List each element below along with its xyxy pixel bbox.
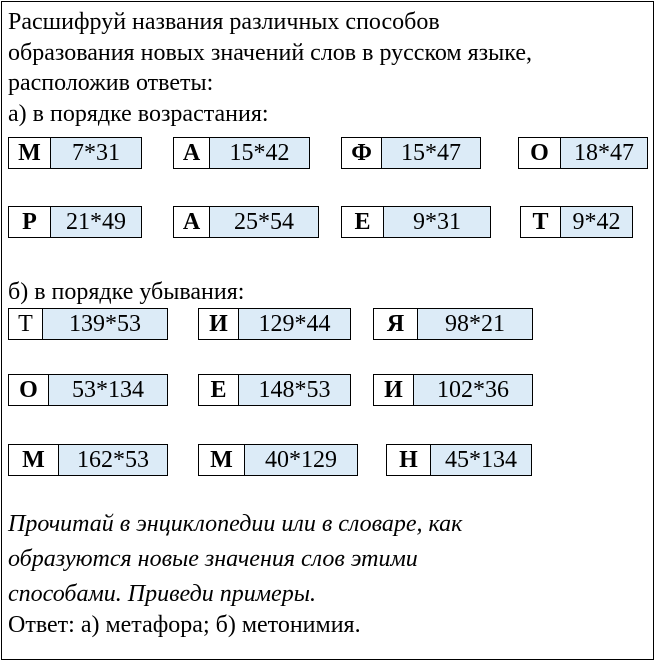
cipher-expression: 18*47: [561, 138, 647, 168]
cipher-expression: 25*54: [210, 207, 318, 237]
cipher-card: [8, 374, 168, 406]
cipher-letter: М: [9, 445, 59, 475]
cipher-letter: И: [199, 309, 239, 339]
cipher-expression: 98*21: [418, 309, 532, 339]
note-line-2: образуются новые значения слов этими: [8, 546, 418, 572]
cipher-card: [386, 444, 532, 476]
cipher-letter: Е: [342, 207, 384, 237]
intro-line-1: Расшифруй названия различных способов: [8, 9, 440, 35]
intro-line-2: образования новых значений слов в русском языке,: [8, 40, 532, 66]
cipher-card: [373, 374, 533, 406]
cipher-card: [173, 137, 310, 169]
cipher-expression: 15*42: [210, 138, 309, 168]
cipher-card: [198, 444, 358, 476]
cipher-expression: 40*129: [245, 445, 357, 475]
worksheet-page: [1, 1, 654, 660]
cipher-card: [198, 308, 351, 340]
cipher-card: [173, 206, 319, 238]
cipher-letter: М: [9, 138, 51, 168]
note-line-1: Прочитай в энциклопедии или в словаре, как: [8, 511, 463, 537]
cipher-letter: О: [519, 138, 561, 168]
cipher-letter: А: [174, 207, 210, 237]
cipher-expression: 102*36: [414, 375, 532, 405]
cipher-letter: А: [174, 138, 210, 168]
cipher-card: [341, 137, 481, 169]
answer-line: Ответ: а) метафора; б) метонимия.: [8, 612, 361, 638]
cipher-card: [8, 206, 142, 238]
cipher-letter: Т: [9, 309, 43, 339]
cipher-letter: О: [9, 375, 49, 405]
cipher-card: [520, 206, 633, 238]
cipher-expression: 9*31: [384, 207, 490, 237]
intro-line-3: расположив ответы:: [8, 70, 214, 96]
cipher-card: [518, 137, 648, 169]
cipher-letter: Т: [521, 207, 561, 237]
cipher-letter: Н: [387, 445, 431, 475]
cipher-expression: 45*134: [431, 445, 531, 475]
cipher-card: [8, 137, 142, 169]
cipher-letter: Р: [9, 207, 51, 237]
cipher-card: [373, 308, 533, 340]
cipher-expression: 9*42: [561, 207, 632, 237]
cipher-expression: 129*44: [239, 309, 350, 339]
section-b-title: б) в порядке убывания:: [8, 279, 245, 305]
cipher-expression: 139*53: [43, 309, 167, 339]
section-a-title: а) в порядке возрастания:: [8, 101, 269, 127]
cipher-expression: 53*134: [49, 375, 167, 405]
cipher-letter: И: [374, 375, 414, 405]
cipher-expression: 148*53: [239, 375, 350, 405]
cipher-expression: 15*47: [382, 138, 480, 168]
cipher-letter: Е: [199, 375, 239, 405]
cipher-letter: Я: [374, 309, 418, 339]
cipher-expression: 21*49: [51, 207, 141, 237]
cipher-expression: 162*53: [59, 445, 167, 475]
cipher-expression: 7*31: [51, 138, 141, 168]
note-line-3: способами. Приведи примеры.: [8, 581, 316, 607]
cipher-card: [198, 374, 351, 406]
cipher-card: [341, 206, 491, 238]
cipher-letter: Ф: [342, 138, 382, 168]
cipher-letter: М: [199, 445, 245, 475]
cipher-card: [8, 308, 168, 340]
cipher-card: [8, 444, 168, 476]
